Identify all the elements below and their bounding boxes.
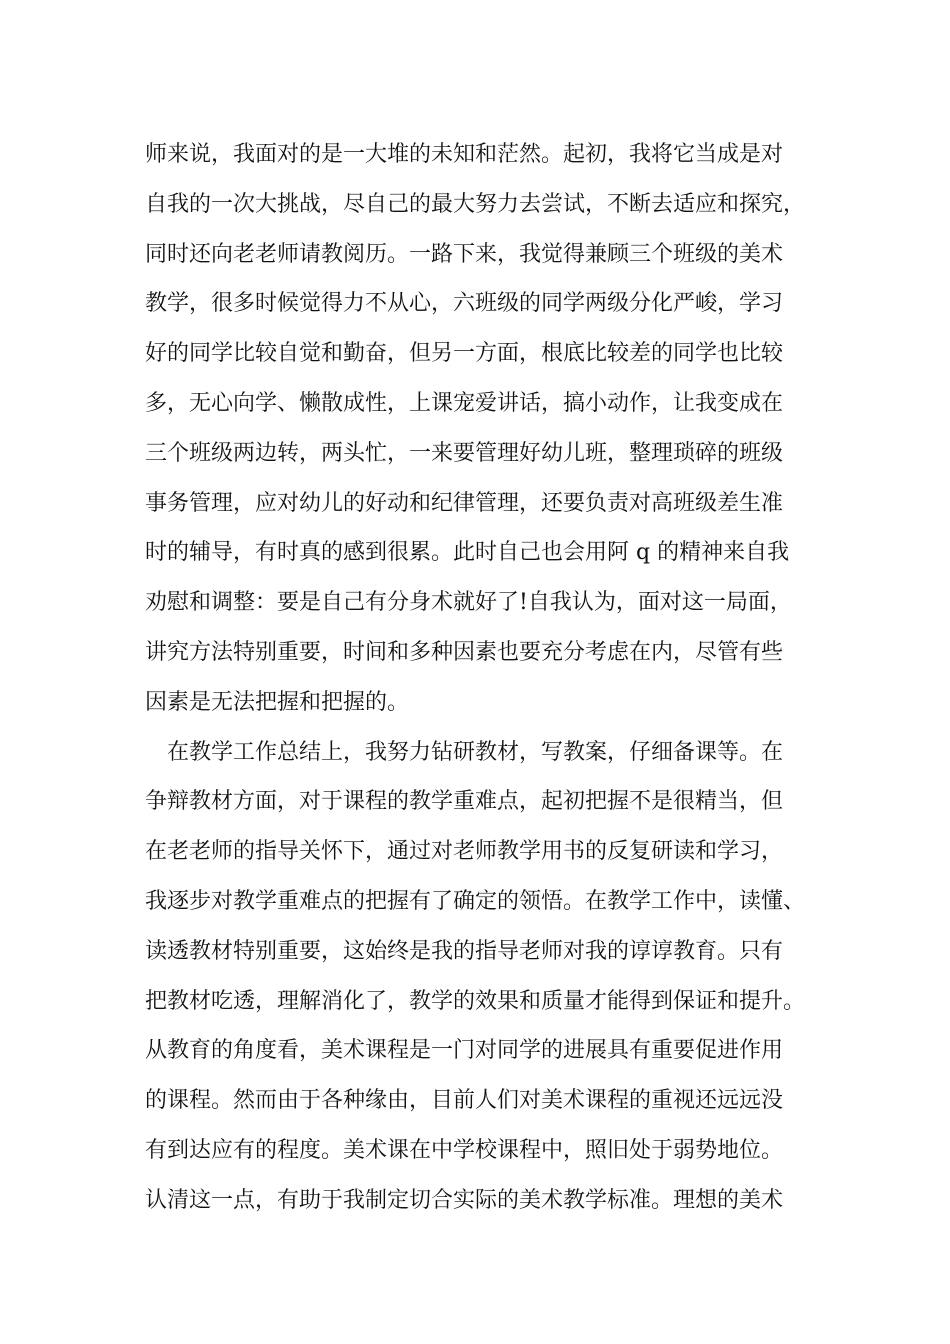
text-line: 自我的一次大挑战，尽自己的最大努力去尝试，不断去适应和探究， (145, 191, 806, 217)
text-line: 认清这一点，有助于我制定切合实际的美术教学标准。理想的美术 (145, 1187, 784, 1213)
text-line: 因素是无法把握和把握的。 (145, 689, 410, 715)
text-line: 我逐步对教学重难点的把握有了确定的领悟。在教学工作中，读懂、 (145, 888, 806, 914)
text-line: 时的辅导，有时真的感到很累。此时自己也会用阿 q 的精神来自我 (145, 540, 790, 566)
text-line: 事务管理，应对幼儿的好动和纪律管理，还要负责对高班级差生准 (145, 490, 784, 516)
text-line: 的课程。然而由于各种缘由，目前人们对美术课程的重视还远远没 (145, 1088, 784, 1114)
text-line: 多，无心向学、懒散成性，上课宠爱讲话，搞小动作，让我变成在 (145, 390, 784, 416)
text-line: 有到达应有的程度。美术课在中学校课程中，照旧处于弱势地位。 (145, 1137, 784, 1163)
text-line: 师来说，我面对的是一大堆的未知和茫然。起初，我将它当成是对 (145, 142, 784, 167)
text-line: 把教材吃透，理解消化了，教学的效果和质量才能得到保证和提升。 (145, 988, 806, 1014)
text-line: 同时还向老老师请教阅历。一路下来，我觉得兼顾三个班级的美术 (145, 241, 784, 267)
document-body (145, 130, 825, 1226)
text-line: 讲究方法特别重要，时间和多种因素也要充分考虑在内，尽管有些 (145, 639, 784, 665)
text-line: 争辩教材方面，对于课程的教学重难点，起初把握不是很精当，但 (145, 789, 784, 815)
text-line: 劝慰和调整：要是自己有分身术就好了!自我认为，面对这一局面， (145, 590, 792, 616)
text-line: 三个班级两边转，两头忙，一来要管理好幼儿班，整理琐碎的班级 (145, 440, 784, 466)
text-line: 在教学工作总结上，我努力钻研教材，写教案，仔细备课等。在 (145, 739, 784, 765)
text-line: 从教育的角度看，美术课程是一门对同学的进展具有重要促进作用 (145, 1038, 784, 1064)
text-line: 教学，很多时候觉得力不从心，六班级的同学两级分化严峻，学习 (145, 291, 784, 317)
text-line: 好的同学比较自觉和勤奋，但另一方面，根底比较差的同学也比较 (145, 341, 784, 367)
text-line: 在老老师的指导关怀下，通过对老师教学用书的反复研读和学习， (145, 839, 784, 865)
text-line: 读透教材特别重要，这始终是我的指导老师对我的谆谆教育。只有 (145, 938, 784, 964)
